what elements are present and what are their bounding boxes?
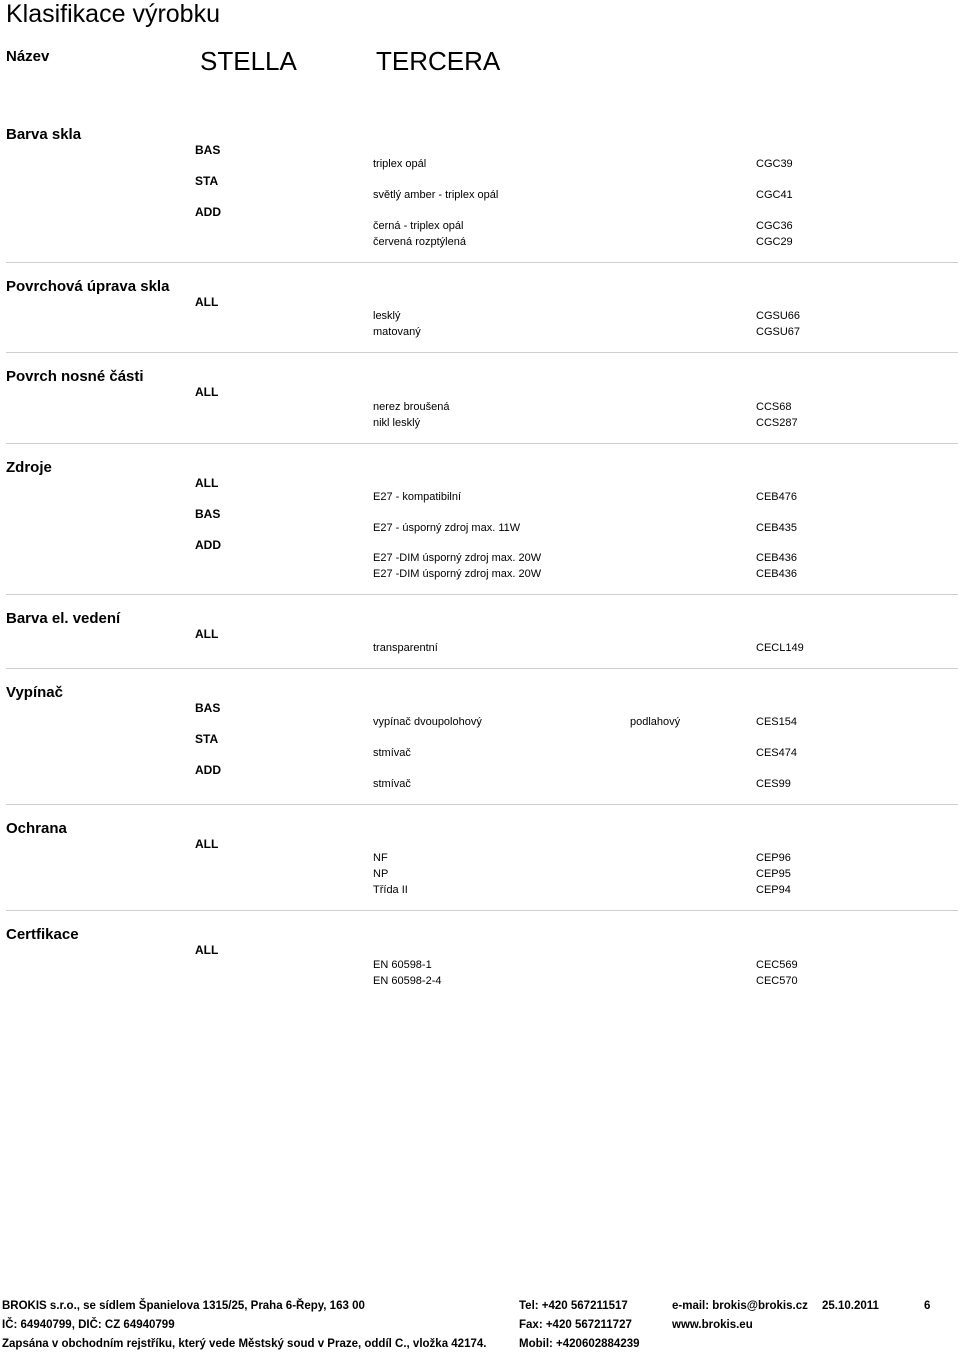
option-code: CCS68	[756, 401, 792, 413]
option-label: světlý amber - triplex opál	[373, 189, 499, 201]
option-code: CES154	[756, 716, 797, 728]
option-label: E27 -DIM úsporný zdroj max. 20W	[373, 552, 542, 564]
name-label: Název	[6, 48, 50, 65]
option-label: EN 60598-1	[373, 959, 432, 971]
variant-tag: STA	[195, 174, 219, 188]
section-label: Barva el. vedení	[6, 610, 121, 627]
section-label: Barva skla	[6, 126, 82, 143]
option-code: CECL149	[756, 642, 804, 654]
option-label: E27 - úsporný zdroj max. 11W	[373, 522, 521, 534]
variant-tag: ADD	[195, 538, 221, 552]
product-name-1: STELLA	[200, 46, 297, 76]
variant-tag: ALL	[195, 385, 219, 399]
option-label: vypínač dvoupolohový	[373, 716, 482, 728]
variant-tag: BAS	[195, 507, 221, 521]
variant-tag: ALL	[195, 943, 219, 957]
footer-company: BROKIS s.r.o., se sídlem Španielova 1315/25, Praha 6-Řepy, 163 00	[2, 1300, 365, 1312]
section-divider	[6, 804, 958, 805]
option-code: CES99	[756, 778, 791, 790]
section-label: Vypínač	[6, 684, 63, 701]
product-name-2: TERCERA	[376, 46, 501, 76]
option-code: CEB436	[756, 552, 797, 564]
variant-tag: ALL	[195, 476, 219, 490]
section-divider	[6, 352, 958, 353]
option-label: NF	[373, 852, 388, 864]
variant-tag: ALL	[195, 295, 219, 309]
option-code: CGC29	[756, 236, 793, 248]
footer-register: Zapsána v obchodním rejstříku, který vede Městský soud v Praze, oddíl C., vložka 42174.	[2, 1338, 487, 1350]
option-label: lesklý	[373, 310, 401, 322]
variant-tag: BAS	[195, 143, 221, 157]
option-code: CCS287	[756, 417, 798, 429]
option-code: CEP94	[756, 884, 791, 896]
option-label: E27 - kompatibilní	[373, 491, 462, 503]
footer-web-link[interactable]: www.brokis.eu	[672, 1319, 753, 1331]
page-title: Klasifikace výrobku	[6, 0, 220, 28]
page-number: 6	[924, 1300, 931, 1312]
option-label: stmívač	[373, 778, 411, 790]
section-label: Povrch nosné části	[6, 368, 144, 385]
footer-ids: IČ: 64940799, DIČ: CZ 64940799	[2, 1319, 175, 1331]
option-label: triplex opál	[373, 158, 427, 170]
section-divider	[6, 262, 958, 263]
footer-email-link[interactable]: e-mail: brokis@brokis.cz	[672, 1300, 808, 1312]
variant-tag: ALL	[195, 837, 219, 851]
option-code: CES474	[756, 747, 797, 759]
section-divider	[6, 910, 958, 911]
section-label: Povrchová úprava skla	[6, 278, 170, 295]
option-code: CGC41	[756, 189, 793, 201]
option-code: CGC36	[756, 220, 793, 232]
variant-tag: ALL	[195, 627, 219, 641]
option-label: nikl lesklý	[373, 417, 421, 429]
option-label: EN 60598-2-4	[373, 975, 442, 987]
variant-tag: STA	[195, 732, 219, 746]
footer-tel: Tel: +420 567211517	[519, 1300, 628, 1312]
footer-date: 25.10.2011	[822, 1300, 879, 1312]
option-label: černá - triplex opál	[373, 220, 464, 232]
option-code: CEC570	[756, 975, 798, 987]
variant-tag: BAS	[195, 701, 221, 715]
option-code: CEB435	[756, 522, 797, 534]
option-code: CEB476	[756, 491, 797, 503]
option-label: nerez broušená	[373, 401, 450, 413]
option-code: CEC569	[756, 959, 798, 971]
option-code: CGC39	[756, 158, 793, 170]
option-label: NP	[373, 868, 389, 880]
footer-mobile: Mobil: +420602884239	[519, 1338, 640, 1350]
option-label: matovaný	[373, 326, 421, 338]
option-code: CEP96	[756, 852, 791, 864]
section-label: Zdroje	[6, 459, 52, 476]
option-label: stmívač	[373, 747, 411, 759]
section-divider	[6, 443, 958, 444]
footer-fax: Fax: +420 567211727	[519, 1319, 632, 1331]
option-code: CEP95	[756, 868, 791, 880]
option-code: CGSU66	[756, 310, 801, 322]
option-extra: podlahový	[630, 716, 681, 728]
section-label: Certfikace	[6, 926, 79, 943]
option-code: CEB436	[756, 568, 797, 580]
section-divider	[6, 594, 958, 595]
option-label: transparentní	[373, 642, 438, 654]
option-label: Třída II	[373, 884, 408, 896]
section-label: Ochrana	[6, 820, 67, 837]
option-label: E27 -DIM úsporný zdroj max. 20W	[373, 568, 542, 580]
section-divider	[6, 668, 958, 669]
variant-tag: ADD	[195, 763, 221, 777]
option-label: červená rozptýlená	[373, 236, 466, 248]
option-code: CGSU67	[756, 326, 801, 338]
variant-tag: ADD	[195, 205, 221, 219]
